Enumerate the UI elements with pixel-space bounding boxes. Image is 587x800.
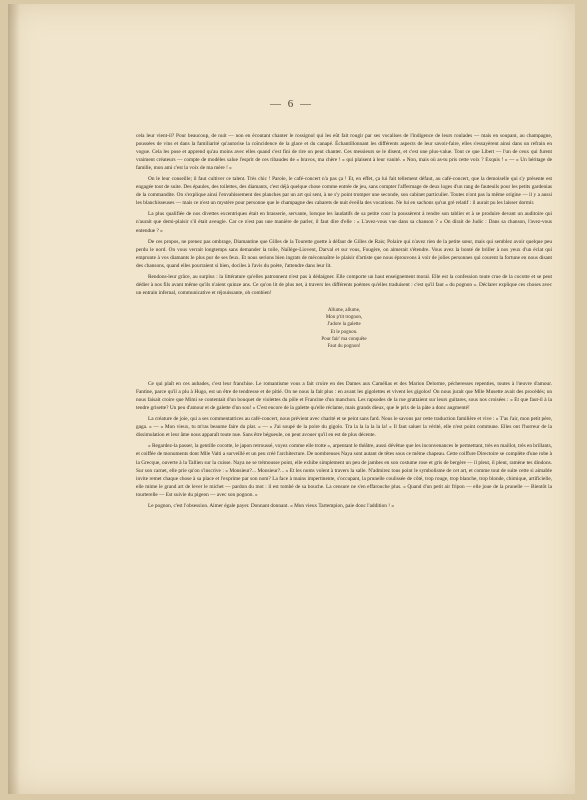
verse-line: J'adore la galette — [327, 322, 361, 328]
book-page — [8, 4, 575, 794]
paragraph: « Regardez-la passer, la gentille cocotte, le japon retroussé, voyez comme elle trotte », arpentant le théâtre, aussi dévêtue que les inconvenances le permettant, très en maillot, très en brillants, et coiffée de monuments dont Mlle Valti a surveillé et un peu créé l'architecture. De nombreuses Naya sont autant de têtes sous ce même chapeau. Cette coiffure Directoire se complète d'une robe à la Grecque, ouverte à la Tallien sur la cuisse. Naya ne se trémousse point, elle exhibe simplement un peu de jambes en son costume rose et gris de bergère — il pleut, il pleut, ramène tes dindons. Sur son carnet, elle prie qu'on s'inscrive : « Monsieur?... Monsieur?... » Et les noms volent à travers la salle. N'admirez tous point le symbolisme de cet art, et comme tout de suite cette si aimable invite remet chaque chose à sa place et l'exprime par son nom? La face à mains impertinente, s'occupant, la prunelle coulissée de côté, trop rouge, trop blanche, trop blonde, chimique, artificielle, elle mime le grand art de lever le michet — pardon du mot : il est tombé de sa bouche. La censure ne s'en effarouche plus. « Quand d'un petit air fripon — elle joue de la prunelle — Bientôt la tourterelle — Est suivie du pigeon — avec son pognon. » — [136, 443, 552, 498]
paragraph: Rendons-leur grâce, au surplus : la littérature qu'elles patronnent n'est pas à dédaigner. Elle comporte un haut enseignement moral. Elle est la confession toute crue de la cocotte et se peut dédier à nos fils avant même qu'ils n'aient quinze ans. Ce qu'on lit de plus net, à travers les différents poèmes qu'elles traduisent : c'est qu'il faut « du pognon ». Déclarer explique ces choses avec un entrain infernal, communicative et réjouissante, oh combien! — [136, 273, 552, 296]
verse-line: Mon p'tit trognon, — [325, 315, 363, 321]
paragraph: La créature de joie, qui a ses commentatrices au café-concert, nous prévient avec charité et se peint sans fard. Nous le savons par cette traduction familière et vive : « T'as l'air, mon petit père, gaga. » — « Mon vieux, tu m'ras beaume faire du plat. » — « J'ai soupé de la poire du gigolo. Tra la la la la la la! » Il faut saluer la vérité, elle n'est point commune. Elles ont l'horreur de la dissimulation et leur âme nous apparaît toute nue. Sans être bégueule, on peut avouer qu'il en est de plus décente. — [136, 416, 552, 439]
paragraph: Le pognon, c'est l'obsession. Aimer égale payer. Donnant donnant. « Mon vieux Tartempion, paie donc l'addition ! » — [148, 502, 394, 509]
paragraph: On le leur conseille; il faut cultiver ce talent. Très chic ! Parole, le café-concert n'a pas ça ! Et, en effet, ça lui fait tellement défaut, au café-concert, que la demoiselle qui s'y présente est engagée tout de suite. Des épaules, des toilettes, des diamants, c'est déjà quelque chose comme entrée de jeu, sans compter l'affermage de deux loges d'un rang de fauteuils pour les petits gardenias de la commandite. On s'explique ainsi l'envahissement des planches par un art qui sent, à ne s'y point tromper une seconde, son cabinet particulier. Toutes n'ont pas la même origine — il y a aussi les blanchisseuses — mais ce n'est un mystère pour personne que le champagne des cabarets de nuit éveilla des vocations. Ne lui en sachons qu'un gré relatif : il aurait pu les laisser dormir. — [136, 176, 552, 207]
song-verse — [284, 307, 404, 350]
page-binding-shadow — [8, 4, 20, 794]
paragraph: De ces propos, ne prenez pas ombrage, Diamantine que Gilles de la Tourette guette à défaut de Gilles de Rais; Polaire qui n'avez rien de la petite sœur, mais qui semblez avoir quelque peu perdu le nord. On vous verrait longtemps sans demander la toile, Naïlège-Liovent, Darval et sur vous, Fougère, on aimerait s'étendre. Vous avez la bonté de briller à nos yeux d'un éclat qui emprunte à vos diamants le plus pur de ses feux. Et nous serions bien ingrats de méconnaître le plaisir d'artiste que nous éprouvons à voir de jolies personnes qui courent la fortune en nous disant des chansons, quand elles pourraient si bien, dociles à l'avis du poète, l'attendre dans leur lit. — [136, 238, 552, 269]
paragraph: La plus qualifiée de nos divettes excentriques était en brasserie, servante, lorsque les laudatifs de sa petite cour la poussèrent à rendre son tablier et à se produire devant un auditoire qui n'aurait que demi-plaisir s'il était aveugle. Car ce n'est pas une manière de parler, il faut dire d'elle : « L'avez-vous vue dans sa chanson ? » On dirait de Judic : Dans sa chanson, l'avez-vous entendue ? » — [136, 211, 552, 234]
verse-line: Pour fair' ma conquête — [321, 336, 367, 342]
paragraph: Ce qui plaît en ces aubades, c'est leur franchise. Le romantisme vous a fait croire en des Dames aux Camélias et des Marion Delorme, pécheresses repenties, toutes à l'œuvre d'amour. Fantine, parce qu'il a plu à Hugo, est un être de tendresse et de pitié. On ne nous la fait plus : en avant les gigolettes et vivent les gigolos! On nous jurait que Mlle Musette avait des procédés; on nous faisait croire que Mimi se contentait d'un bouquet de violettes du pôle et Francine d'un manchon. Les rapsodes de la rue grattaient sur leurs guitares, sous nos croisées : « Et que faut-il à la tendre grisette? Un peu d'amour et de galette d'un sou! » C'est encore de la galette qu'elle réclame, mais grands dieux, que le prix de la pâte a donc augmenté! — [136, 381, 552, 412]
verse-line: Et le pognon. — [330, 329, 358, 335]
section-gap — [136, 358, 552, 380]
text-body — [136, 132, 552, 513]
paragraph: cela leur vient-il? Pour beaucoup, de nuit — non en écoutant chanter le rossignol qui les eût fait rougir par ses vocalises de l'indigence de leurs roulades — mais en soupant, au champagne, poussées de vins et dans la familiarité qu'autorise la coïncidence de la glace et du canapé. Échantillonnant les différents aspects de leur savoir-faire, elles s'essayèrent ainsi dans un refrain en vogue. Cela les pose et apprend qu'au moins avec elles quand c'est fini de rire on peut chanter. Ces messieurs se le disent, et c'est une plus-value. Tout ce que Libert — l'un de ceux qui furent vraiment créateurs — compte de modèles salue l'esprit de ces ribaudes de « bravos, ma chère ! » qui plaisent à leur vanité. « Non, mais où as-tu pris cette voix ? Exquis ! » — « Un héritage de famille, mon ami c'est la voix de ma mère ! » — [136, 133, 552, 172]
page-number: — 6 — — [270, 98, 313, 110]
verse-line: Allume, allume, — [327, 307, 361, 313]
verse-line: Faut du pognon! — [327, 343, 361, 349]
